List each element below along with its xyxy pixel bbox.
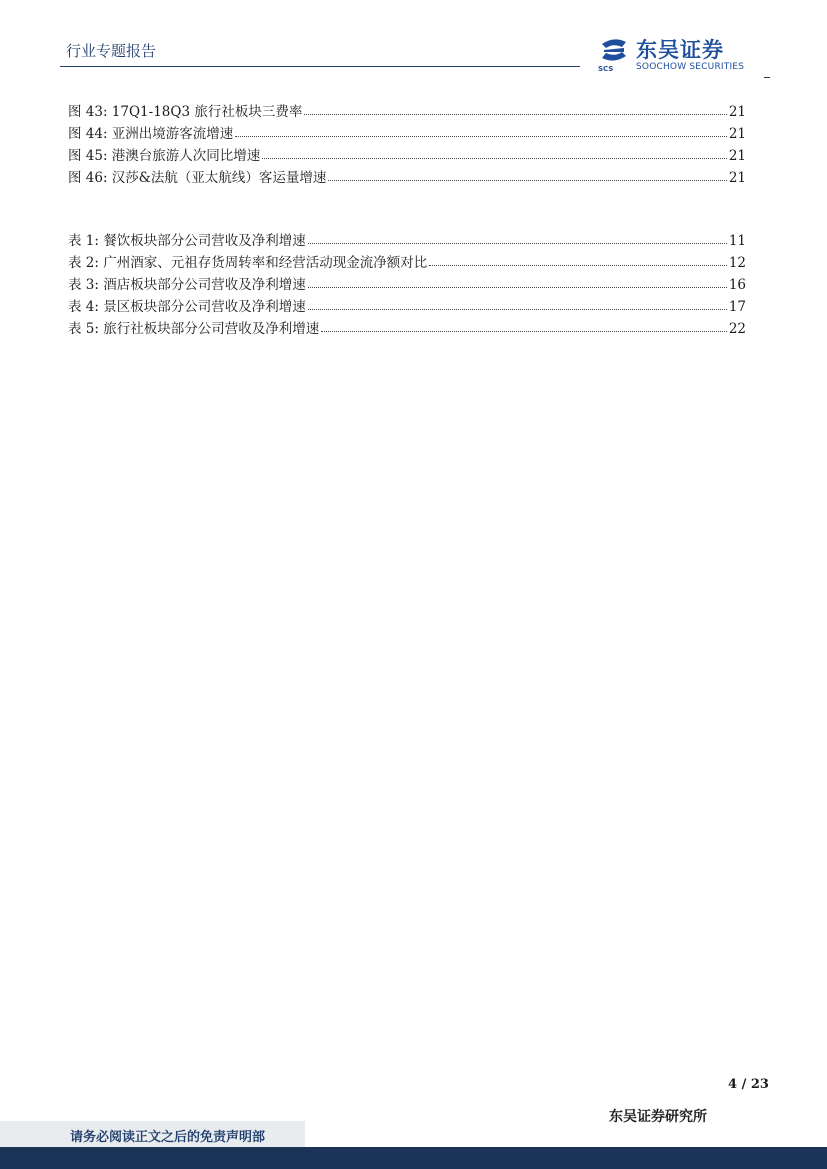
toc-leader-dots xyxy=(308,287,727,288)
brand-logo xyxy=(598,34,768,76)
toc-entry-label: 表 1: 餐饮板块部分公司营收及净利增速 xyxy=(68,233,306,249)
toc-entry[interactable] xyxy=(68,229,746,251)
footer-bar xyxy=(0,1147,827,1169)
toc-entry[interactable] xyxy=(68,122,746,144)
toc-entry-page: 11 xyxy=(728,233,746,249)
header-tick-mark xyxy=(764,77,770,78)
toc-leader-dots xyxy=(304,114,726,115)
logo-chinese-name: 东吴证券 xyxy=(636,38,724,62)
toc-entry[interactable] xyxy=(68,251,746,273)
toc-entry-label: 图 44: 亚洲出境游客流增速 xyxy=(68,126,234,142)
toc-leader-dots xyxy=(308,243,727,244)
toc-entry-page: 21 xyxy=(728,104,746,120)
toc-entry-page: 22 xyxy=(728,321,746,337)
figures-toc xyxy=(68,100,746,188)
toc-entry-page: 12 xyxy=(728,255,746,271)
toc-entry[interactable] xyxy=(68,317,746,339)
toc-entry-label: 图 46: 汉莎&法航（亚太航线）客运量增速 xyxy=(68,170,327,186)
toc-entry-label: 表 4: 景区板块部分公司营收及净利增速 xyxy=(68,299,306,315)
toc-entry-label: 图 43: 17Q1-18Q3 旅行社板块三费率 xyxy=(68,104,303,120)
toc-entry-label: 表 2: 广州酒家、元祖存货周转率和经营活动现金流净额对比 xyxy=(68,255,428,271)
logo-english-name: SOOCHOW SECURITIES xyxy=(636,62,745,72)
header-title: 行业专题报告 xyxy=(66,42,157,60)
page-number: 4 / 23 xyxy=(728,1077,769,1092)
toc-entry[interactable] xyxy=(68,273,746,295)
logo-mark-text: SCS xyxy=(598,65,614,73)
toc-entry[interactable] xyxy=(68,144,746,166)
toc-leader-dots xyxy=(429,265,727,266)
toc-leader-dots xyxy=(328,180,726,181)
toc-leader-dots xyxy=(262,158,727,159)
header-divider xyxy=(60,66,580,67)
toc-entry[interactable] xyxy=(68,166,746,188)
toc-entry-label: 表 5: 旅行社板块部分公司营收及净利增速 xyxy=(68,321,320,337)
toc-entry-page: 21 xyxy=(728,148,746,164)
toc-leader-dots xyxy=(235,136,727,137)
toc-entry[interactable] xyxy=(68,295,746,317)
soochow-logo-icon xyxy=(598,34,630,66)
toc-entry[interactable] xyxy=(68,100,746,122)
toc-leader-dots xyxy=(321,331,727,332)
toc-entry-page: 21 xyxy=(728,126,746,142)
footer-disclaimer: 请务必阅读正文之后的免责声明部 xyxy=(70,1130,266,1145)
toc-leader-dots xyxy=(308,309,727,310)
toc-entry-page: 21 xyxy=(728,170,746,186)
toc-entry-page: 17 xyxy=(728,299,746,315)
toc-entry-label: 图 45: 港澳台旅游人次同比增速 xyxy=(68,148,261,164)
toc-entry-label: 表 3: 酒店板块部分公司营收及净利增速 xyxy=(68,277,306,293)
footer-organization: 东吴证券研究所 xyxy=(609,1109,707,1125)
toc-entry-page: 16 xyxy=(728,277,746,293)
tables-toc xyxy=(68,229,746,339)
